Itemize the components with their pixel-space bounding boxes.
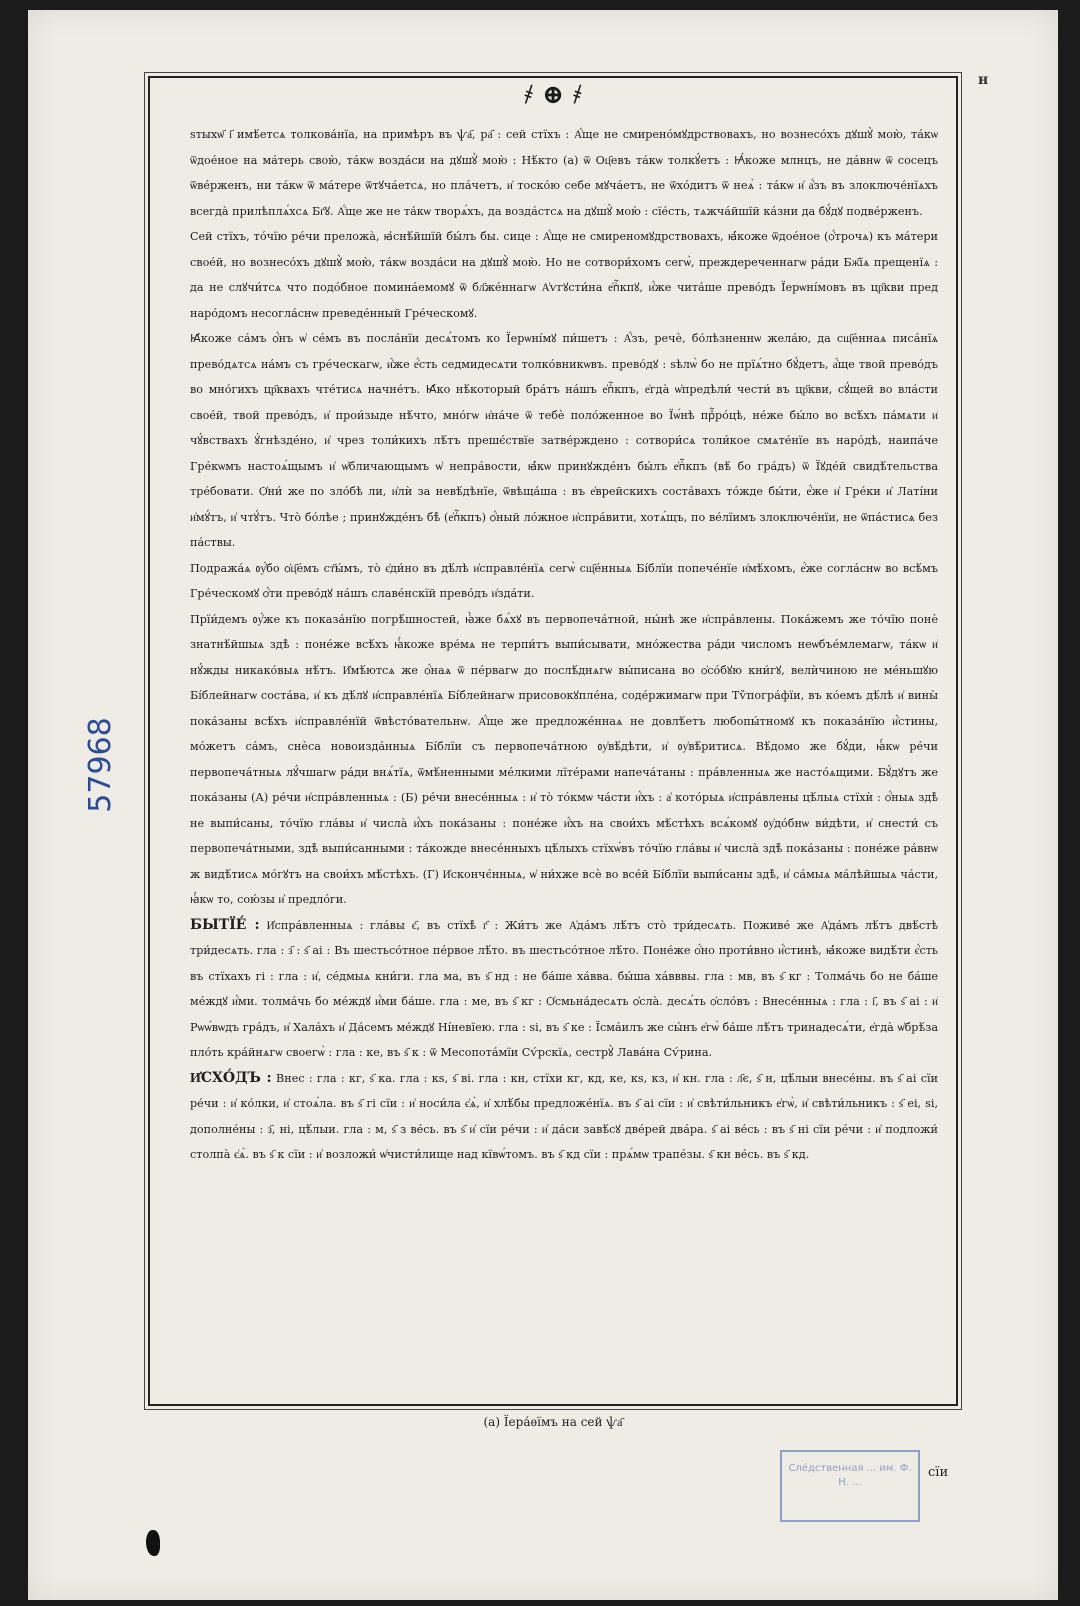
- catchword: сїи: [928, 1465, 949, 1480]
- footnote: (а) Їера́ѳїмъ на сей ѱа҃: [483, 1415, 623, 1429]
- ink-spot: [146, 1530, 160, 1556]
- page-sheet: [28, 10, 1058, 1600]
- paragraph-1: ѕтыхѡ҃ і҃ имѣ́етсѧ толкова́нїа, на примѣръ въ ѱа҃, ра҃ : сей стїхъ : А҆́ще не смирено́мꙋдрствовахъ, но вознесо́хъ дꙋшꙋ̀ мою̀, та́кѡ ѿдое́ное на ма́терь свою̀, та́кѡ возда́си на дꙋшꙋ̀ мою̀ : Нѣ́кто (а) ѿ Оц҃евъ та́кѡ толкꙋ́етъ : Ꙗ҆́коже млнцъ, не да́внѡ ѿ сосецъ ѿве́рженъ, ни та́кѡ ѿ ма́тере ѿтꙋча́етсѧ, но пла́четъ, и҆ тоско́ю себе мꙋча́етъ, не ѿхо́дитъ ѿ неѧ̀ : та́кѡ и҆ а҆́зъ въ злоключе́нїѧхъ всегда̀ прилѣплѧ́хсѧ Бг҃ꙋ. А҆́ще же не та́кѡ творѧ́хъ, да возда́стсѧ на дꙋшꙋ̀ мою̀ : сїе́сть, тѧжча́йшїй ка́зни да бꙋ́дꙋ подве́рженъ.: [190, 128, 938, 218]
- genesis-heading: БЫТЇЕ́ :: [190, 916, 260, 933]
- body-text: [190, 122, 938, 1402]
- exodus-heading: И҆СХО́ДЪ :: [190, 1069, 272, 1086]
- corner-signature: н: [978, 72, 989, 88]
- paragraph-5: Прїи́демъ ᲂу҆́же къ показа́нїю погрѣ́шностей, ꙗ҆̀же бѧ́хꙋ въ первопеча́тной, ны́нѣ же и҆спра́влены. Пока́жемъ же то́чїю понѐ знатнѣ́йшыѧ здѣ̀ : поне́же всѣ́хъ ꙗ҆́коже вре́мѧ не терпи́тъ выпи́сывати, мно́жества ра́ди числомъ неѡбъе́млемагѡ, та́кѡ и҆ нꙋ́жды никако́выѧ нѣ́тъ. И҆мѣ́ютсѧ же ѻ҆́наѧ ѿ пе́рвагѡ до послѣ́днѧгѡ вы́писана во ѻ҆со́бꙋю кни́гꙋ, велѝчиною не ме́ньшꙋю Бі́блейнагѡ соста́ва, и҆ къ дѣ́лꙋ и҆справле́нїѧ Бі́блейнагѡ присовокꙋпле́на, соде́ржимагѡ при Тѷпогра́фїи, въ ко́емъ дѣ́лѣ и҆ вины̀ пока́заны всѣ́хъ и҆справле́нїй ѿвѣсто́вательнѡ. А҆́ще же предложе́ннаѧ не довлѣ́етъ любопы́тномꙋ къ показа́нїю и҆́стины, мо́жетъ са́мъ, снѐса новоизда́нныѧ Бі́блїи съ первопеча́тною ᲂу҆вѣ́дѣти, и҆ ᲂу҆вѣ́ритисѧ. Вѣ́домо же бꙋ́ди, ꙗ҆́кѡ ре́чи первопеча́тныѧ лꙋ́чшагѡ ра́ди внѧ́тїѧ, ѿмѣ́ненными ме́лкими лїте́рами напеча́таны : пра́вленныѧ же насто́ѧщими. Бꙋ́дꙋтъ же пока́заны (А) ре́чи и҆спра́вленныѧ : (Б) ре́чи внесе́нныѧ : и҆ то̀ то́кмѡ ча́сти и҆́хъ : а҆ кото́рыѧ и҆спра́влены цѣ́лыѧ стїхѝ : ѻ҆́ныѧ здѣ̀ не выпи́саны, то́чїю гла́вы и҆ числа̀ и҆́хъ пока́заны : поне́же и҆́хъ на свои́хъ мѣ́стѣхъ всѧ́комꙋ ᲂу҆до́бнѡ ви́дѣти, и҆ снести́ съ первопеча́тными, здѣ̀ выпи́санными : та́кожде внесе́нныхъ цѣ́лыхъ стїхѡ́въ то́чїю гла́вы и҆ числа̀ здѣ̀ пока́заны : поне́же ра́внѡ ж видѣ́тисѧ мо́гꙋтъ на свои́хъ мѣ́стѣхъ. (Г) И҆скончє́нныѧ, ѡ҆ ни́хже всѐ во все́й Бі́блїи выпи́саны здѣ̀, и҆ са́мыѧ ма́лѣйшыѧ ча́сти, ꙗ҆́кѡ то, сою́зы и҆ предло́ги.: [190, 612, 938, 906]
- exodus-text: Внес : гла : кг, ѕ҃ ка. гла : кѕ, ѕ҃ ві. гла : кн, стїхи кг, кд, ке, кѕ, кз, и҆ кн. гла : л҃є, ѕ҃ н, цѣ́лыи внесе́ны. въ ѕ҃ аі сїи ре́чи : и҆ ко́лки, и҆ стоѧ́ла. въ ѕ҃ гі сїи : и҆ носи́ла є҆ѧ̀, и҆ хлѣ́бы предложе́нїѧ. въ ѕ҃ аі сїи : и҆ свѣти́льникъ е҆гѡ̀, и҆ свѣти́льникъ : ѕ҃ еі, ѕі, дополне́ны : з҃, ні, цѣ́лыи. гла : м, ѕ҃ з ве́сь. въ ѕ҃ и҆ сїи ре́чи : и҆ да́си завѣ́сꙋ две́рей два́ра. ѕ҃ аі ве́сь : въ ѕ҃ ні сїи ре́чи : и҆ подложи́ столпа̀ є҆ѧ̀. въ ѕ҃ к сїи : и҆ возложи́ ѡ҆чисти́лище над кївѡ́томъ. въ ѕ҃ кд сїи : прѧ́мѡ трапе́зы. ѕ҃ кн ве́сь. въ ѕ҃ кд.: [190, 1071, 938, 1161]
- inventory-number: 57968: [82, 717, 118, 813]
- paragraph-4: Подража́ѧ ᲂу҆́бо ѻ҆ц҃е́мъ ст҃ы́мъ, то̀ є҆ди́но въ дѣ́лѣ и҆справле́нїѧ сегѡ̀ сщ҃е́нныѧ Бі́блїи попече́нїе и҆мѣ́хомъ, е҆́же согла́снѡ во всѣ́мъ Гре́ческомꙋ ѻ҆́ти прево́дꙋ на́шъ славе́нскїй прево́дъ и҆зда́ти.: [190, 561, 938, 600]
- genesis-text: И҆спра́вленныѧ : гла́вы є҃, въ стїхѣ̀ г҃ : Жи́тъ же А҆да́мъ лѣ́тъ сто̀ три́десѧть. Поживе́ же А҆да́мъ лѣ́тъ двѣ́стѣ три́десѧть. гла : з҃ : ѕ҃ аі : Въ шестьсо́тное пе́рвое лѣ́то. въ шестьсо́тное лѣ́то. Поне́же ѻ҆́но проти́вно и҆́стинѣ, ꙗ҆́коже видѣ́ти є҆́сть въ стїхахъ гі : гла : и҆, се́дмыѧ кни́ги. гла ма, въ ѕ҃ нд : не ба́ше ха́вва. бы́ша ха́вввы. гла : мв, въ ѕ҃ кг : Толма́чь бо не ба́ше ме́ждꙋ и҆́ми. толма́чь бо ме́ждꙋ и҆́ми ба́ше. гла : ме, въ ѕ҃ кг : Ѻ҆смьна́десѧть ѻ҆сла̀. десѧ́ть ѻ҆сло́въ : Внесе́нныѧ : гла : і҃, въ ѕ҃ аі : и҆ Рѡѡ́вѡдъ гра́дъ, и҆ Хала́хъ и҆ Да́семъ ме́ждꙋ Ні́невїею. гла : ѕі, въ ѕ҃ ке : Їсма́илъ же сы́нъ е҆гѡ̀ ба́ше лѣ́тъ тринадесѧ́ти, е҆гда̀ ѡ҆брѣ́за пло́ть кра́йнѧгѡ своегѡ̀ : гла : ке, въ ѕ҃ к : ѿ Месопота́мїи Сѵ́рскїѧ, сестрꙋ̀ Лава́на Сѵ́рина.: [190, 918, 938, 1059]
- text-frame: [148, 76, 958, 1406]
- page-number: ҂ ⊕ ҂: [524, 80, 582, 110]
- exodus-section: [190, 1066, 938, 1168]
- paragraph-2: Сей стїхъ, то́чїю ре́чи преложа̀, ꙗ҆снѣ́йшїй бы́лъ бы. сице : А҆́ще не смиреномꙋдрствовахъ, ꙗ҆́коже ѿдое́ное (ѻ҆́трочѧ) къ ма́тери свое́й, но вознесо́хъ дꙋшꙋ̀ мою̀, та́кѡ возда́си на дꙋшꙋ̀ мою̀. Но не сотвори́хомъ сегѡ̀, преждереченнагѡ ра́ди Бж҃їѧ прещенїѧ : да не слꙋчи́тсѧ что подо́бное помина́емомꙋ ѿ бл҃же́ннагѡ А҆ѵгꙋсти́на е҆пⷭ҇кпꙋ, и҆́же чита́ше прево́дъ Їерѡні́мовъ въ цр҃кви пред наро́домъ несогла́снѡ преведе́нный Гре́ческомꙋ.: [190, 230, 938, 320]
- library-stamp: Сле́дственная ... им. Ф. Н. ...: [780, 1450, 920, 1522]
- genesis-section: [190, 913, 938, 1066]
- paragraph-3: Ꙗ҆́коже са́мъ ѻ҆́нъ ѡ҆ се́мъ въ посла́нїи десѧ́томъ ко Їерѡні́мꙋ пи́шетъ : А҆́зъ, речѐ, бо́лѣзненнѡ жела́ю, да сщ҃е́ннаѧ писа́нїѧ прево́дѧтсѧ на́мъ съ гре́ческагѡ, и҆́же е҆́сть седмидесѧти толко́вникѡвъ. прево́дꙋ : ѕѣлѡ̀ бо не прїѧ́тно бꙋ́детъ, а҆́ще твой прево́дъ во мно́гихъ цр҃квахъ чте́тисѧ начне́тъ. Ꙗ҆́ко нѣ́который бра́тъ на́шъ е҆пⷭ҇кпъ, е҆гда̀ ѡ҆предѣли́ чести́ въ цр҃кви, сꙋ́щей во вла́сти свое́й, твой прево́дъ, и҆ прои́зыде нѣ́что, мно́гѡ и҆на́че ѿ тебѐ поло́женное во Їѡ́нѣ прⷪ҇ро́цѣ, не́же бы́ло во всѣ́хъ па́мѧти и҆ чꙋ́вствахъ ꙋ҆гнѣзде́но, и҆ чрез толи́кихъ лѣ́тъ прешє́ствїе затве́рждено : сотвори́сѧ толи́кое смѧте́нїе въ наро́дѣ, наипа́че Гре́кѡмъ настоѧ́щымъ и҆ ѡ҆бличающымъ ѡ҆ непра́вости, ꙗ҆́кѡ принꙋжде́нъ бы́лъ е҆пⷭ҇кпъ (вѣ́ бо гра́дъ) ѿ Їꙋде́й свидѣ́тельства тре́бовати. Ѻ҆ни́ же по зло́бѣ ли, и҆лѝ за невѣ́дѣнїе, ѿвѣща́ша : въ е҆врейскихъ соста́вахъ то́жде бы́ти, е҆́же и҆ Гре́ки и҆ Латі́ни и҆мꙋ́тъ, и҆ чтꙋ́тъ. Что̀ бо́лѣе ; принꙋжде́нъ бѣ̀ (е҆пⷭ҇кпъ) ѻ҆́ный ло́жное и҆спра́вити, хотѧ́щъ, по ве́лїимъ злоключе́нїи, не ѿпа́стисѧ без па́ствы.: [190, 332, 938, 549]
